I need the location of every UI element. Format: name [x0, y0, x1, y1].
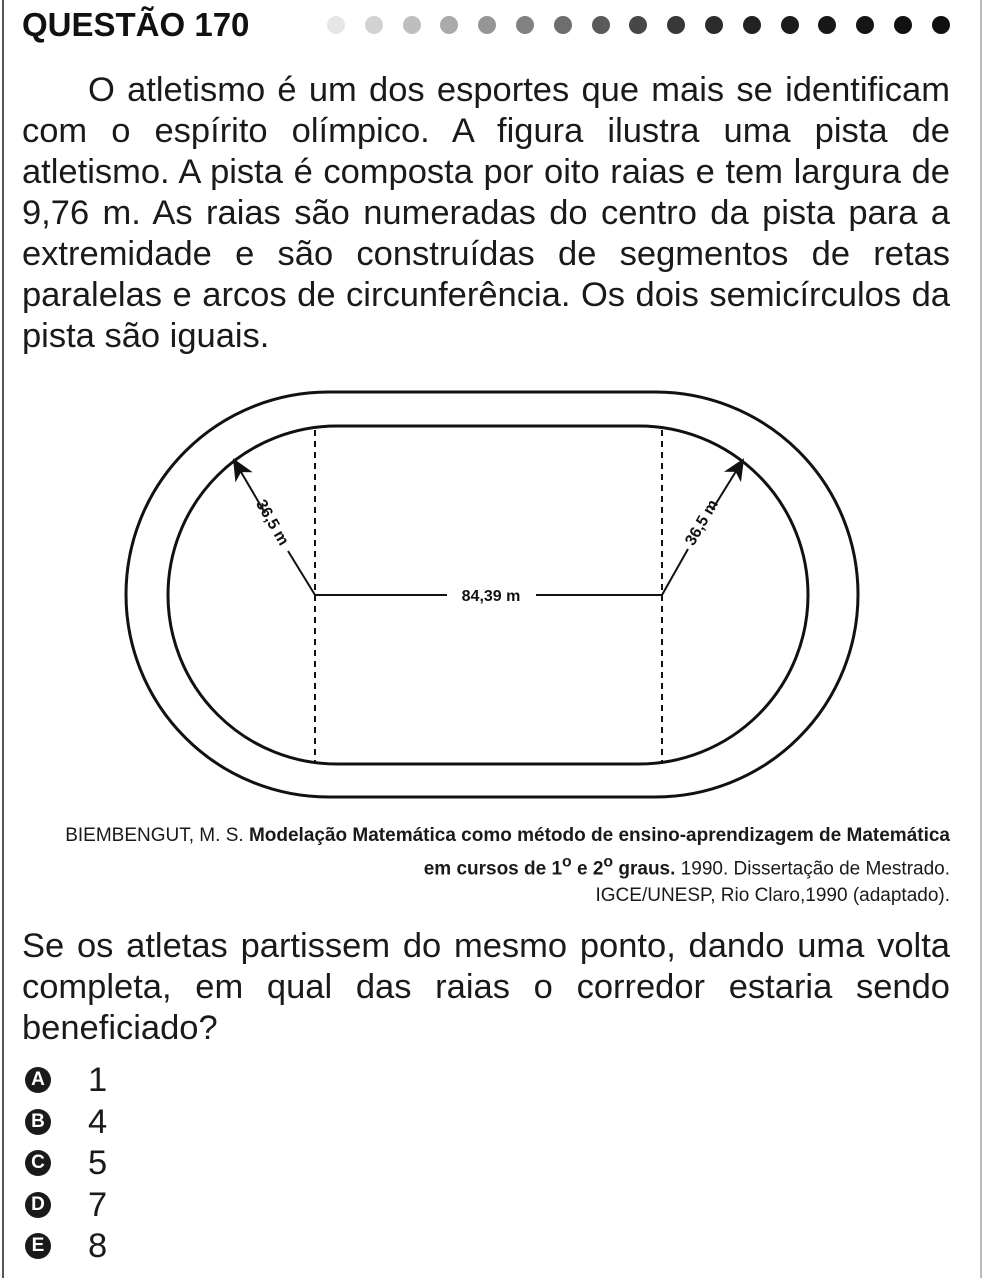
citation-author: BIEMBENGUT, M. S. [65, 825, 249, 846]
decorative-dot [781, 16, 799, 34]
right-radius-line-lower [662, 549, 688, 595]
answer-options [22, 1060, 422, 1268]
question-header [22, 4, 962, 48]
decorative-dot [667, 16, 685, 34]
citation-title-b: e 2 [571, 858, 604, 880]
citation-rest-b: IGCE/UNESP, Rio Claro,1990 (adaptado). [595, 885, 950, 907]
option-b-letter-badge: B [25, 1109, 51, 1135]
option-d-value: 7 [88, 1185, 108, 1224]
decorative-dot [629, 16, 647, 34]
option-e-letter-badge: E [25, 1233, 51, 1259]
option-c-letter-badge: C [25, 1150, 51, 1176]
option-b[interactable] [22, 1102, 422, 1144]
citation-sup1: o [562, 854, 572, 871]
intro-paragraph: O atletismo é um dos esportes que mais se identificam com o espírito olímpico. A figura ilustra uma pista de atletismo. A pista é composta por oito raias e tem largura de 9,76 m. As raias são numeradas do centro da pista para a extremidade e são construídas de segmentos de retas paralelas e arcos de circunferência. Os dois semicírculos da pista são iguais. [22, 71, 950, 355]
decorative-dot [365, 16, 383, 34]
decorative-dot [894, 16, 912, 34]
option-d-letter-badge: D [25, 1192, 51, 1218]
question-text: Se os atletas partissem do mesmo ponto, dando uma volta completa, em qual das raias o corredor estaria sendo beneficiado? [22, 927, 950, 1047]
decorative-dot [516, 16, 534, 34]
right-border [980, 0, 982, 1278]
option-b-value: 4 [88, 1102, 108, 1141]
option-a-letter-badge: A [25, 1067, 51, 1093]
option-e[interactable] [22, 1226, 422, 1268]
decorative-dot-row [327, 16, 967, 36]
option-e-value: 8 [88, 1227, 108, 1265]
citation-title-c: graus. [613, 858, 676, 880]
decorative-dot [327, 16, 345, 34]
figure-citation [40, 822, 950, 909]
question-title: QUESTÃO 170 [22, 6, 250, 43]
option-c-value: 5 [88, 1144, 108, 1182]
option-c[interactable] [22, 1143, 422, 1185]
left-radius-label: 36,5 m [252, 496, 292, 549]
decorative-dot [743, 16, 761, 34]
left-border [2, 0, 4, 1278]
decorative-dot [932, 16, 950, 34]
option-d[interactable] [22, 1185, 422, 1227]
track-figure [110, 385, 862, 803]
citation-sup2: o [603, 854, 614, 871]
decorative-dot [818, 16, 836, 34]
decorative-dot [705, 16, 723, 34]
decorative-dot [856, 16, 874, 34]
option-a[interactable] [22, 1060, 422, 1102]
decorative-dot [440, 16, 458, 34]
citation-rest-a: 1990. Dissertação de Mestrado. [675, 858, 950, 880]
left-radius-line-lower [288, 551, 315, 595]
citation-title-a: Modelação Matemática como método de ensino-aprendizagem de Matemática em cursos de 1 [248, 825, 950, 880]
decorative-dot [478, 16, 496, 34]
decorative-dot [554, 16, 572, 34]
option-a-value: 1 [88, 1061, 108, 1099]
straight-length-label: 84,39 m [461, 588, 521, 605]
decorative-dot [592, 16, 610, 34]
right-radius-label: 36,5 m [682, 496, 722, 549]
decorative-dot [403, 16, 421, 34]
